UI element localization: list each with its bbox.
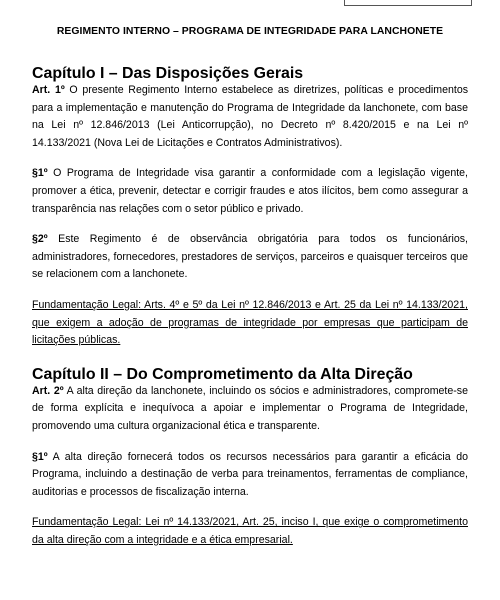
article-text: O presente Regimento Interno estabelece as diretrizes, políticas e procedimentos para a implementação e manutenção do Programa de Integridade da lanchonete, com base na Lei nº 12.846/2013 (Lei Anticorrupção), no Decreto nº 8.420/2015 e na Lei nº 14.133/2021 (Nova Lei de Licitações e Contratos Administrativos).: [32, 84, 469, 149]
paragraph-label: §1º: [32, 167, 48, 180]
top-text-box: [344, 0, 472, 6]
paragraph-1-2: [32, 231, 468, 284]
legal-basis: Fundamentação Legal: Lei nº 14.133/2021, Art. 25, inciso I, que exige o comprometimento da alta direção com a integridade e a ética empresarial.: [32, 516, 468, 546]
chapter-heading: Capítulo I – Das Disposições Gerais: [32, 65, 304, 82]
article-2: [32, 383, 468, 436]
paragraph-label: §1º: [32, 450, 48, 463]
chapter-2: [32, 367, 468, 550]
document-title: REGIMENTO INTERNO – PROGRAMA DE INTEGRIDADE PARA LANCHONETE: [56, 26, 444, 37]
legal-basis: Fundamentação Legal: Arts. 4º e 5º da Lei nº 12.846/2013 e Art. 25 da Lei nº 14.133/2021, que exigem a adoção de programas de integridade por empresas que participam de licitações públicas.: [32, 298, 468, 347]
chapter-1: [32, 66, 468, 350]
paragraph-text: Este Regimento é de observância obrigatória para todos os funcionários, administradores, fornecedores, prestadores de serviços, parceiros e quaisquer terceiros que se relacionem com a lanchonete.: [32, 233, 468, 281]
paragraph-label: §2º: [32, 233, 48, 246]
article-1: [32, 82, 468, 152]
paragraph-2-1: [32, 449, 468, 502]
article-label: Art. 2º: [32, 384, 64, 397]
article-text: A alta direção da lanchonete, incluindo os sócios e administradores, compromete-se de forma explícita e inequívoca a apoiar e implementar o Programa de Integridade, promovendo uma cultura organizacional ética e transparente.: [32, 384, 468, 432]
paragraph-text: O Programa de Integridade visa garantir a conformidade com a legislação vigente, promover a ética, prevenir, detectar e corrigir fraudes e atos ilícitos, bem como assegurar a transparência nas relações com o setor público e privado.: [32, 167, 468, 215]
document-body: [32, 66, 468, 549]
article-label: Art. 1º: [32, 84, 65, 96]
paragraph-1-1: [32, 165, 468, 218]
paragraph-text: A alta direção fornecerá todos os recursos necessários para garantir a eficácia do Programa, incluindo a destinação de verba para treinamentos, ferramentas de compliance, auditorias e processos de fiscalização interna.: [32, 450, 468, 498]
chapter-heading: Capítulo II – Do Comprometimento da Alta Direção: [32, 365, 413, 383]
